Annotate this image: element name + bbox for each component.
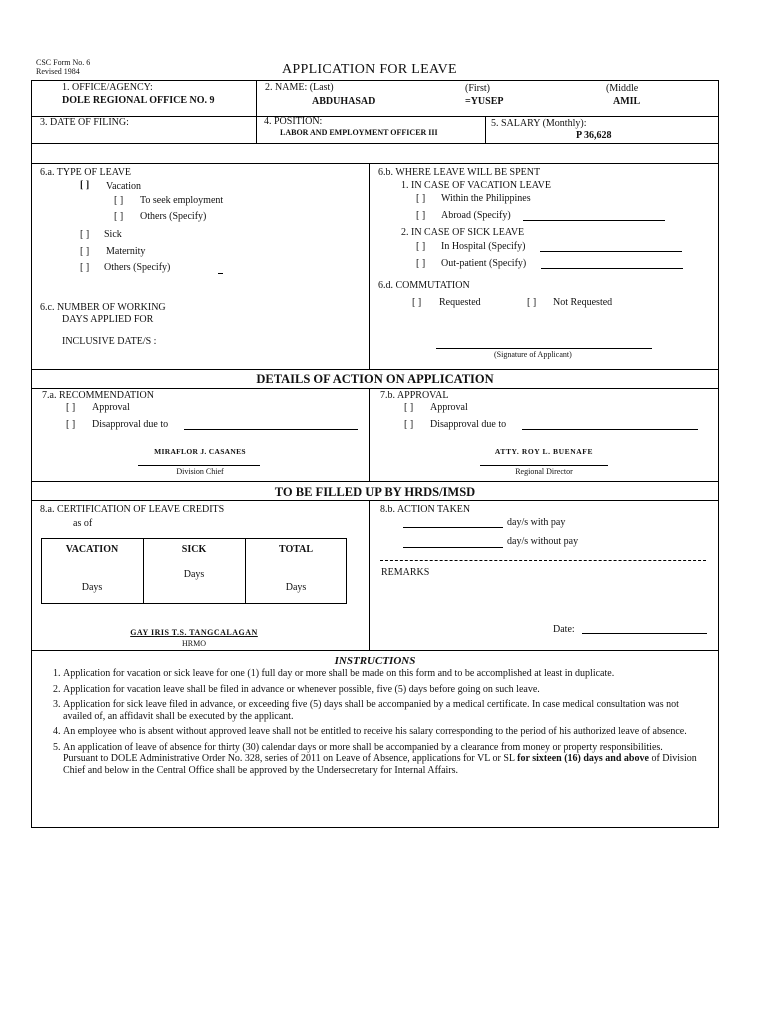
other-leave-checkbox[interactable]: [ ] bbox=[80, 262, 90, 273]
as-of-label: as of bbox=[73, 518, 93, 529]
out-patient-label: Out-patient (Specify) bbox=[441, 258, 527, 269]
action-divider bbox=[380, 560, 706, 561]
office-label: 1. OFFICE/AGENCY: bbox=[62, 82, 153, 93]
instruction-item: 2. Application for vacation leave shall be filed in advance or whenever possible, five (5) days before going on such leave. bbox=[63, 684, 699, 696]
recommend-disapproval-checkbox[interactable]: [ ] bbox=[66, 419, 76, 430]
vacation-others-label: Others (Specify) bbox=[140, 211, 207, 222]
days-with-pay-blank[interactable] bbox=[403, 527, 503, 528]
approval-checkbox[interactable]: [ ] bbox=[404, 402, 414, 413]
name-last-value[interactable]: ABDUHASAD bbox=[312, 96, 376, 107]
instructions-title: INSTRUCTIONS bbox=[334, 655, 416, 667]
office-value[interactable]: DOLE REGIONAL OFFICE NO. 9 bbox=[62, 95, 215, 106]
regional-director-name: ATTY. ROY L. BUENAFE bbox=[494, 447, 594, 456]
maternity-checkbox[interactable]: [ ] bbox=[80, 246, 90, 257]
recommend-approval-label: Approval bbox=[92, 402, 130, 413]
sick-days-cell[interactable]: Days bbox=[183, 569, 205, 580]
not-requested-checkbox[interactable]: [ ] bbox=[527, 297, 537, 308]
position-label: 4. POSITION: bbox=[264, 116, 323, 127]
in-hospital-checkbox[interactable]: [ ] bbox=[416, 241, 426, 252]
remarks-label: REMARKS bbox=[381, 567, 430, 578]
case-vacation-label: 1. IN CASE OF VACATION LEAVE bbox=[401, 180, 552, 191]
hrmo-name: GAY IRIS T.S. TANGCALAGAN bbox=[130, 628, 258, 637]
form-number: CSC Form No. 6 bbox=[36, 58, 91, 67]
approval-label: Approval bbox=[430, 402, 468, 413]
within-philippines-checkbox[interactable]: [ ] bbox=[416, 193, 426, 204]
working-days-line1: 6.c. NUMBER OF WORKING bbox=[40, 302, 166, 313]
vacation-others-checkbox[interactable]: [ ] bbox=[114, 211, 124, 222]
in-hospital-blank[interactable] bbox=[540, 251, 682, 252]
type-of-leave-title: 6.a. TYPE OF LEAVE bbox=[40, 167, 132, 178]
disapproval-checkbox[interactable]: [ ] bbox=[404, 419, 414, 430]
other-leave-label: Others (Specify) bbox=[104, 262, 171, 273]
requested-label: Requested bbox=[439, 297, 481, 308]
out-patient-blank[interactable] bbox=[541, 268, 683, 269]
vacation-checkbox[interactable]: [ ] bbox=[80, 180, 90, 191]
division-chief-name: MIRAFLOR J. CASANES bbox=[154, 447, 246, 456]
name-first-label: (First) bbox=[465, 83, 490, 94]
sick-label: Sick bbox=[104, 229, 122, 240]
leave-credits-title: 8.a. CERTIFICATION OF LEAVE CREDITS bbox=[40, 504, 225, 515]
seek-employment-checkbox[interactable]: [ ] bbox=[114, 195, 124, 206]
maternity-label: Maternity bbox=[106, 246, 146, 257]
commutation-title: 6.d. COMMUTATION bbox=[378, 280, 470, 291]
total-column-header: TOTAL bbox=[278, 544, 314, 555]
name-first-value[interactable]: =YUSEP bbox=[465, 96, 504, 107]
inclusive-dates-label: INCLUSIVE DATE/S : bbox=[62, 336, 157, 347]
seek-employment-label: To seek employment bbox=[140, 195, 224, 206]
instructions-list bbox=[31, 668, 699, 776]
action-date-blank[interactable] bbox=[582, 633, 707, 634]
salary-label: 5. SALARY (Monthly): bbox=[491, 118, 587, 129]
recommendation-title: 7.a. RECOMMENDATION bbox=[42, 390, 154, 401]
recommend-approval-checkbox[interactable]: [ ] bbox=[66, 402, 76, 413]
days-with-pay-label: day/s with pay bbox=[507, 517, 566, 528]
sick-checkbox[interactable]: [ ] bbox=[80, 229, 90, 240]
working-days-line2: DAYS APPLIED FOR bbox=[62, 314, 154, 325]
recommend-disapproval-blank[interactable] bbox=[184, 429, 358, 430]
form-title: APPLICATION FOR LEAVE bbox=[282, 62, 457, 77]
hrds-section-title: TO BE FILLED UP BY HRDS/IMSD bbox=[274, 485, 476, 499]
abroad-label: Abroad (Specify) bbox=[441, 210, 511, 221]
instruction-item-5 bbox=[63, 742, 699, 777]
instruction-item: 1. Application for vacation or sick leave for one (1) full day or more shall be made on this form and to be accomplished at least in duplicate. bbox=[63, 668, 699, 680]
total-days-cell[interactable]: Days bbox=[285, 582, 307, 593]
vacation-label: Vacation bbox=[106, 181, 141, 192]
out-patient-checkbox[interactable]: [ ] bbox=[416, 258, 426, 269]
disapproval-blank[interactable] bbox=[522, 429, 698, 430]
recommend-disapproval-label: Disapproval due to bbox=[92, 419, 169, 430]
applicant-signature-label: (Signature of Applicant) bbox=[494, 350, 572, 359]
other-leave-blank[interactable] bbox=[218, 273, 223, 274]
in-hospital-label: In Hospital (Specify) bbox=[441, 241, 526, 252]
action-date-label: Date: bbox=[553, 624, 575, 635]
division-chief-role: Division Chief bbox=[176, 467, 224, 476]
instruction-5-tail: of Division Chief and below in the Central Office shall be approved by the Undersecretary for Internal Affairs. bbox=[63, 753, 697, 776]
action-taken-title: 8.b. ACTION TAKEN bbox=[380, 504, 471, 515]
salary-value[interactable]: P 36,628 bbox=[576, 130, 612, 141]
instruction-item: 4. An employee who is absent without approved leave shall not be entitled to receive his salary corresponding to the period of his authorized leave of absence. bbox=[63, 726, 699, 738]
disapproval-label: Disapproval due to bbox=[430, 419, 507, 430]
name-middle-label: (Middle bbox=[606, 83, 639, 94]
instructions-list-wrapper bbox=[31, 668, 699, 780]
requested-checkbox[interactable]: [ ] bbox=[412, 297, 422, 308]
applicant-signature-line[interactable] bbox=[436, 348, 652, 349]
revised-date: Revised 1984 bbox=[36, 67, 80, 76]
hrmo-role: HRMO bbox=[181, 639, 206, 648]
vacation-days-cell[interactable]: Days bbox=[81, 582, 103, 593]
days-without-pay-label: day/s without pay bbox=[507, 536, 579, 547]
where-spent-title: 6.b. WHERE LEAVE WILL BE SPENT bbox=[378, 167, 541, 178]
position-value[interactable]: LABOR AND EMPLOYMENT OFFICER III bbox=[280, 128, 438, 137]
instruction-5-bold: for sixteen (16) days and above bbox=[517, 753, 649, 764]
instruction-item: 3. Application for sick leave filed in advance, or exceeding five (5) days shall be accompanied by a medical certificate. In case medical consultation was not availed of, an affidavit shall be executed by the applicant. bbox=[63, 699, 699, 722]
sick-column-header: SICK bbox=[181, 544, 207, 555]
abroad-blank[interactable] bbox=[523, 220, 665, 221]
within-philippines-label: Within the Philippines bbox=[441, 193, 531, 204]
days-without-pay-blank[interactable] bbox=[403, 547, 503, 548]
approval-title: 7.b. APPROVAL bbox=[380, 390, 449, 401]
date-filing-label: 3. DATE OF FILING: bbox=[40, 117, 129, 128]
name-last-label: 2. NAME: (Last) bbox=[265, 82, 334, 93]
vacation-column-header: VACATION bbox=[65, 544, 119, 555]
regional-director-role: Regional Director bbox=[515, 467, 573, 476]
not-requested-label: Not Requested bbox=[553, 297, 613, 308]
abroad-checkbox[interactable]: [ ] bbox=[416, 210, 426, 221]
details-section-title: DETAILS OF ACTION ON APPLICATION bbox=[256, 372, 494, 386]
name-middle-value[interactable]: AMIL bbox=[613, 96, 641, 107]
instruction-5-text: An application of leave of absence for thirty (30) calendar days or more shall be accompanied by a clearance from money or property responsibilities. Pursuant to DOLE Administrative Order No. 328, series of 2011 on Leave of Absence, applications for VL or SL bbox=[63, 741, 663, 764]
case-sick-label: 2. IN CASE OF SICK LEAVE bbox=[401, 227, 525, 238]
